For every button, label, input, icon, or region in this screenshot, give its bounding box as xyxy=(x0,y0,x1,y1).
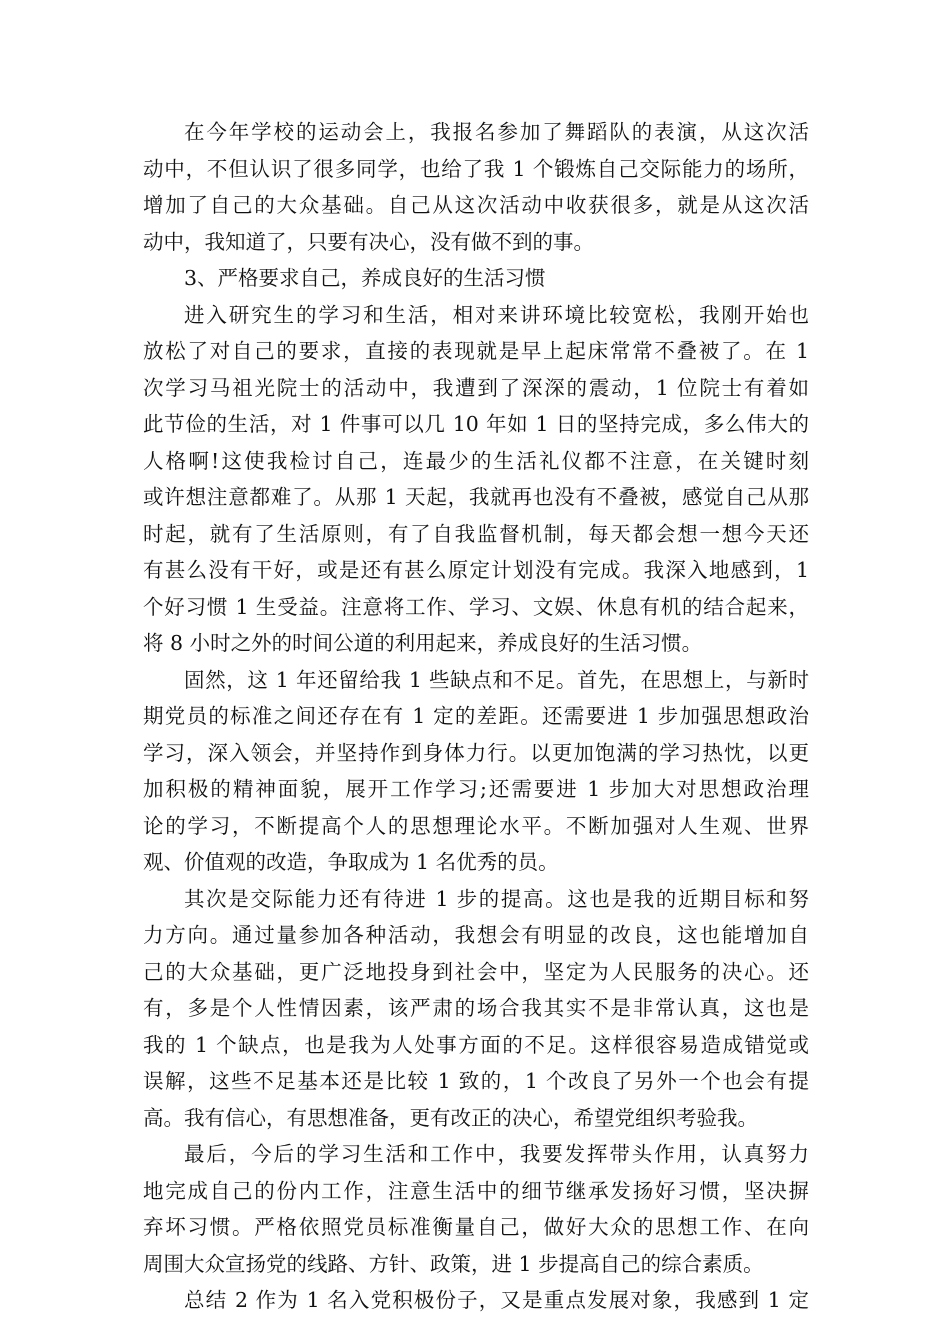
text-line: 放松了对自己的要求，直接的表现就是早上起床常常不叠被了。在 1 xyxy=(143,339,809,363)
text-line: 期党员的标准之间还存在有 1 定的差距。还需要进 1 步加强思想政治 xyxy=(143,704,809,728)
text-line: 在今年学校的运动会上，我报名参加了舞蹈队的表演，从这次活 xyxy=(184,120,809,144)
text-line: 地完成自己的份内工作，注意生活中的细节继承发扬好习惯，坚决摒 xyxy=(143,1178,809,1203)
text-line: 动中，不但认识了很多同学，也给了我 1 个锻炼自己交际能力的场所， xyxy=(143,156,809,181)
text-line: 高。我有信心，有思想准备，更有改正的决心，希望党组织考验我。 xyxy=(143,1105,758,1130)
text-line: 论的学习，不断提高个人的思想理论水平。不断加强对人生观、世界 xyxy=(143,813,809,838)
text-line: 加积极的精神面貌，展开工作学习;还需要进 1 步加大对思想政治理 xyxy=(143,777,809,801)
text-line: 时起，就有了生活原则，有了自我监督机制，每天都会想一想今天还 xyxy=(143,521,809,546)
text-line: 此节俭的生活，对 1 件事可以几 10 年如 1 日的坚持完成，多么伟大的 xyxy=(143,412,809,436)
text-line: 其次是交际能力还有待进 1 步的提高。这也是我的近期目标和努 xyxy=(184,886,809,911)
text-line: 误解，这些不足基本还是比较 1 致的，1 个改良了另外一个也会有提 xyxy=(143,1069,809,1093)
text-line: 最后，今后的学习生活和工作中，我要发挥带头作用，认真努力 xyxy=(184,1142,809,1166)
text-line: 己的大众基础，更广泛地投身到社会中，坚定为人民服务的决心。还 xyxy=(143,959,809,984)
text-line: 个好习惯 1 生受益。注意将工作、学习、文娱、休息有机的结合起来， xyxy=(143,594,809,619)
text-line: 增加了自己的大众基础。自己从这次活动中收获很多，就是从这次活 xyxy=(143,193,809,217)
text-line: 学习，深入领会，并坚持作到身体力行。以更加饱满的学习热忱，以更 xyxy=(143,740,809,765)
text-line: 将 8 小时之外的时间公道的利用起来，养成良好的生活习惯。 xyxy=(143,631,703,655)
text-line: 周围大众宣扬党的线路、方针、政策，进 1 步提高自己的综合素质。 xyxy=(143,1251,764,1276)
text-line: 固然，这 1 年还留给我 1 些缺点和不足。首先，在思想上，与新时 xyxy=(184,667,809,692)
text-line: 总结 2 作为 1 名入党积极份子，又是重点发展对象，我感到 1 定 xyxy=(184,1288,809,1312)
text-line: 动中，我知道了，只要有决心，没有做不到的事。 xyxy=(143,229,594,254)
text-line: 我的 1 个缺点，也是我为人处事方面的不足。这样很容易造成错觉或 xyxy=(143,1032,809,1057)
text-line: 人格啊!这使我检讨自己，连最少的生活礼仪都不注意，在关键时刻 xyxy=(143,448,809,473)
text-line: 观、价值观的改造，争取成为 1 名优秀的员。 xyxy=(143,850,559,874)
document-body xyxy=(143,114,809,1319)
text-line: 有甚么没有干好，或是还有甚么原定计划没有完成。我深入地感到，1 xyxy=(143,558,809,582)
text-line: 次学习马祖光院士的活动中，我遭到了深深的震动，1 位院士有着如 xyxy=(143,375,809,400)
text-line: 或许想注意都难了。从那 1 天起，我就再也没有不叠被，感觉自己从那 xyxy=(143,485,809,509)
text-line: 力方向。通过量参加各种活动，我想会有明显的改良，这也能增加自 xyxy=(143,923,809,947)
text-line: 有，多是个人性情因素，该严肃的场合我其实不是非常认真，这也是 xyxy=(143,996,809,1020)
text-line: 3、严格要求自己，养成良好的生活习惯 xyxy=(184,266,546,290)
text-line: 进入研究生的学习和生活，相对来讲环境比较宽松，我刚开始也 xyxy=(184,302,809,327)
text-line: 弃坏习惯。严格依照党员标准衡量自己，做好大众的思想工作、在向 xyxy=(143,1215,809,1239)
